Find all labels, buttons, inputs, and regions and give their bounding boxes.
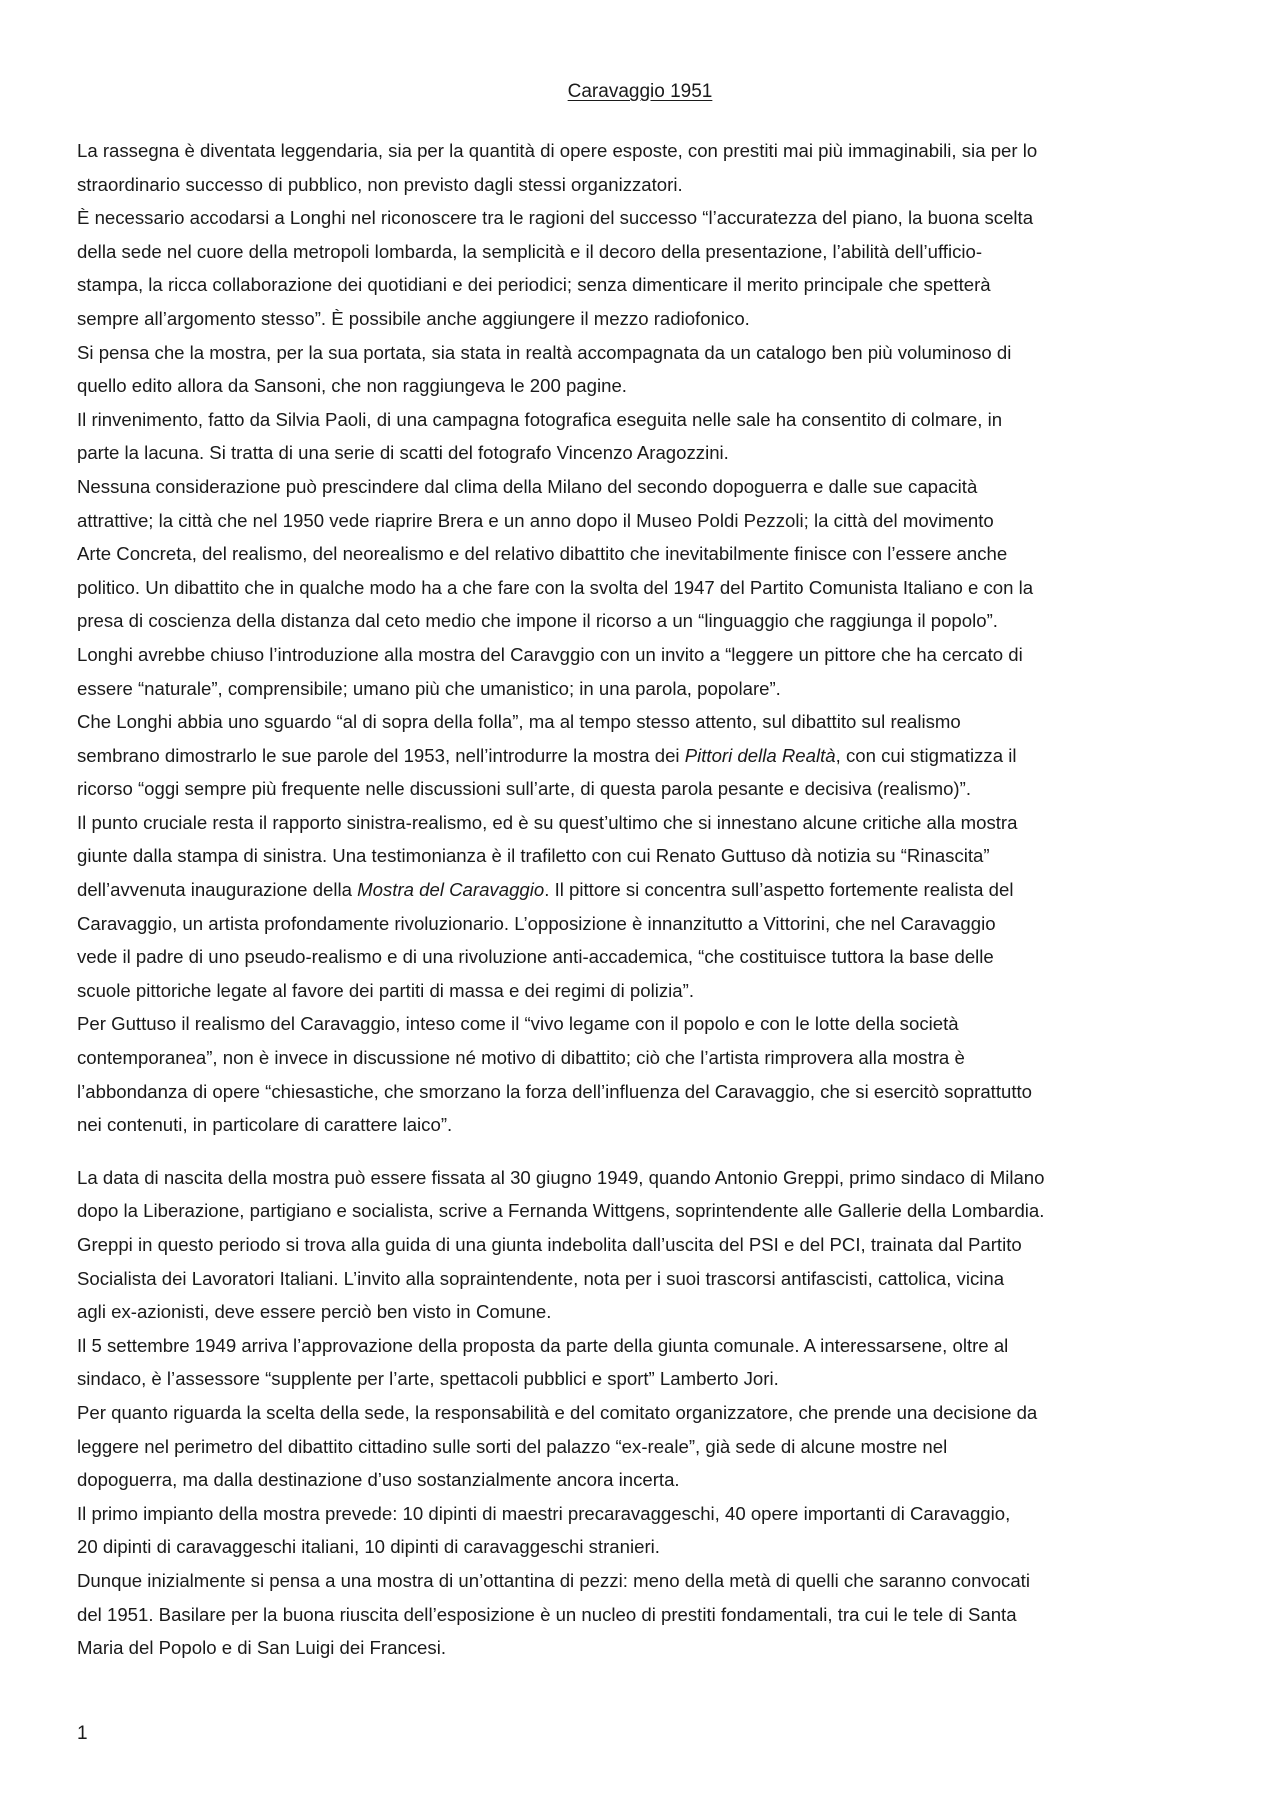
text-line: Dunque inizialmente si pensa a una mostra di un’ottantina di pezzi: meno della metà di quelli che saranno convocati: [77, 1569, 1030, 1591]
paragraph: [77, 705, 1207, 806]
text-line: Il punto cruciale resta il rapporto sinistra-realismo, ed è su quest’ultimo che si innestano alcune critiche alla mostra: [77, 811, 1018, 833]
text-line: Per Guttuso il realismo del Caravaggio, inteso come il “vivo legame con il popolo e con le lotte della società: [77, 1013, 959, 1035]
paragraph: [77, 1564, 1207, 1665]
paragraph: [77, 638, 1207, 705]
text-line: essere “naturale”, comprensibile; umano più che umanistico; in una parola, popolare”.: [77, 677, 781, 699]
text-line: Maria del Popolo e di San Luigi dei Francesi.: [77, 1637, 446, 1659]
text-line: Il primo impianto della mostra prevede: 10 dipinti di maestri precaravaggeschi, 40 opere importanti di Caravaggio,: [77, 1502, 1011, 1524]
italic-title: Mostra del Caravaggio: [357, 879, 545, 901]
document-title-text: Caravaggio 1951: [567, 81, 713, 102]
paragraph: [77, 1007, 1207, 1141]
paragraph: [77, 1329, 1207, 1396]
text-line: straordinario successo di pubblico, non previsto dagli stessi organizzatori.: [77, 173, 683, 195]
paragraph: [77, 134, 1207, 201]
text-line: Per quanto riguarda la scelta della sede, la responsabilità e del comitato organizzatore, che prende una decisione da: [77, 1401, 1038, 1423]
text-line: La rassegna è diventata leggendaria, sia per la quantità di opere esposte, con prestiti mai più immaginabili, sia per lo: [77, 140, 1038, 161]
paragraph: [77, 806, 1207, 1008]
text-line: nei contenuti, in particolare di carattere laico”.: [77, 1114, 453, 1136]
text-line: vede il padre di uno pseudo-realismo e di una rivoluzione anti-accademica, “che costituisce tuttora la base delle: [77, 946, 994, 968]
text-line: dopo la Liberazione, partigiano e socialista, scrive a Fernanda Wittgens, soprintendente alle Gallerie della Lombardia.: [77, 1200, 1045, 1222]
text-line: contemporanea”, non è invece in discussione né motivo di dibattito; ciò che l’artista rimprovera alla mostra è: [77, 1047, 965, 1069]
text-line: politico. Un dibattito che in qualche modo ha a che fare con la svolta del 1947 del Partito Comunista Italiano e con la: [77, 576, 1034, 598]
paragraph: [77, 403, 1207, 470]
text-line: Il rinvenimento, fatto da Silvia Paoli, di una campagna fotografica eseguita nelle sale ha consentito di colmare, in: [77, 408, 1003, 430]
paragraph: [77, 1161, 1207, 1329]
text-line: giunte dalla stampa di sinistra. Una testimonianza è il trafiletto con cui Renato Guttuso dà notizia su “Rinascita”: [77, 845, 990, 867]
text-line: dell’avvenuta inaugurazione della Mostra del Caravaggio. Il pittore si concentra sull’aspetto fortemente realista del: [77, 879, 1014, 901]
text-line: Il 5 settembre 1949 arriva l’approvazione della proposta da parte della giunta comunale. A interessarsene, oltre al: [77, 1334, 1009, 1356]
page-number: 1: [77, 1723, 88, 1744]
text-line: leggere nel perimetro del dibattito cittadino sulle sorti del palazzo “ex-reale”, già sede di alcune mostre nel: [77, 1435, 948, 1457]
text-line: stampa, la ricca collaborazione dei quotidiani e dei periodici; senza dimenticare il merito principale che spetterà: [77, 274, 991, 296]
italic-title: Pittori della Realtà: [684, 744, 836, 766]
text-line: Caravaggio, un artista profondamente rivoluzionario. L’opposizione è innanzitutto a Vittorini, che nel Caravaggio: [77, 912, 996, 934]
text-line: Greppi in questo periodo si trova alla guida di una giunta indebolita dall’uscita del PSI e del PCI, trainata dal Partito: [77, 1234, 1022, 1255]
text-line: Si pensa che la mostra, per la sua portata, sia stata in realtà accompagnata da un catalogo ben più voluminoso di: [77, 341, 1012, 363]
text-line: agli ex-azionisti, deve essere perciò ben visto in Comune.: [77, 1301, 552, 1323]
paragraph-gap: [77, 1142, 1207, 1161]
text-line: È necessario accodarsi a Longhi nel riconoscere tra le ragioni del successo “l’accuratezza del piano, la buona scelta: [77, 207, 1034, 229]
text-line: dopoguerra, ma dalla destinazione d’uso sostanzialmente ancora incerta.: [77, 1469, 680, 1491]
text-line: parte la lacuna. Si tratta di una serie di scatti del fotografo Vincenzo Aragozzini.: [77, 442, 729, 464]
text-line: Che Longhi abbia uno sguardo “al di sopra della folla”, ma al tempo stesso attento, sul dibattito sul realismo: [77, 711, 961, 733]
paragraph: [77, 1396, 1207, 1497]
text-line: sembrano dimostrarlo le sue parole del 1953, nell’introdurre la mostra dei Pittori della Realtà, con cui stigmatizza il: [77, 744, 1017, 766]
text-line: 20 dipinti di caravaggeschi italiani, 10 dipinti di caravaggeschi stranieri.: [77, 1536, 660, 1558]
text-line: quello edito allora da Sansoni, che non raggiungeva le 200 pagine.: [77, 375, 627, 397]
document-title: [0, 80, 1280, 104]
text-line: presa di coscienza della distanza dal ceto medio che impone il ricorso a un “linguaggio che raggiunga il popolo”.: [77, 610, 998, 632]
text-line: del 1951. Basilare per la buona riuscita dell’esposizione è un nucleo di prestiti fondamentali, tra cui le tele di Santa: [77, 1603, 1017, 1625]
text-line: sempre all’argomento stesso”. È possibile anche aggiungere il mezzo radiofonico.: [77, 307, 750, 329]
text-line: scuole pittoriche legate al favore dei partiti di massa e dei regimi di polizia”.: [77, 979, 694, 1001]
document-body: [77, 134, 1207, 1665]
text-line: attrattive; la città che nel 1950 vede riaprire Brera e un anno dopo il Museo Poldi Pezzoli; la città del movimento: [77, 509, 994, 531]
text-line: ricorso “oggi sempre più frequente nelle discussioni sull’arte, di questa parola pesante e decisiva (realismo)”.: [77, 778, 971, 800]
text-line: La data di nascita della mostra può essere fissata al 30 giugno 1949, quando Antonio Greppi, primo sindaco di Milano: [77, 1166, 1045, 1188]
text-line: l’abbondanza di opere “chiesastiche, che smorzano la forza dell’influenza del Caravaggio, che si esercitò soprattutto: [77, 1080, 1033, 1102]
text-line: Socialista dei Lavoratori Italiani. L’invito alla sopraintendente, nota per i suoi trascorsi antifascisti, cattolica, vicina: [77, 1267, 1005, 1289]
paragraph: [77, 1497, 1207, 1564]
paragraph: [77, 470, 1207, 638]
text-line: Longhi avrebbe chiuso l’introduzione alla mostra del Caravggio con un invito a “leggere un pittore che ha cercato di: [77, 643, 1023, 665]
text-line: della sede nel cuore della metropoli lombarda, la semplicità e il decoro della presentazione, l’abilità dell’ufficio-: [77, 240, 983, 262]
text-line: Arte Concreta, del realismo, del neorealismo e del relativo dibattito che inevitabilmente finisce con l’essere anche: [77, 543, 1008, 565]
paragraph: [77, 201, 1207, 335]
text-line: Nessuna considerazione può prescindere dal clima della Milano del secondo dopoguerra e dalle sue capacità: [77, 475, 978, 497]
paragraph: [77, 336, 1207, 403]
text-line: sindaco, è l’assessore “supplente per l’arte, spettacoli pubblici e sport” Lamberto Jori.: [77, 1368, 779, 1390]
